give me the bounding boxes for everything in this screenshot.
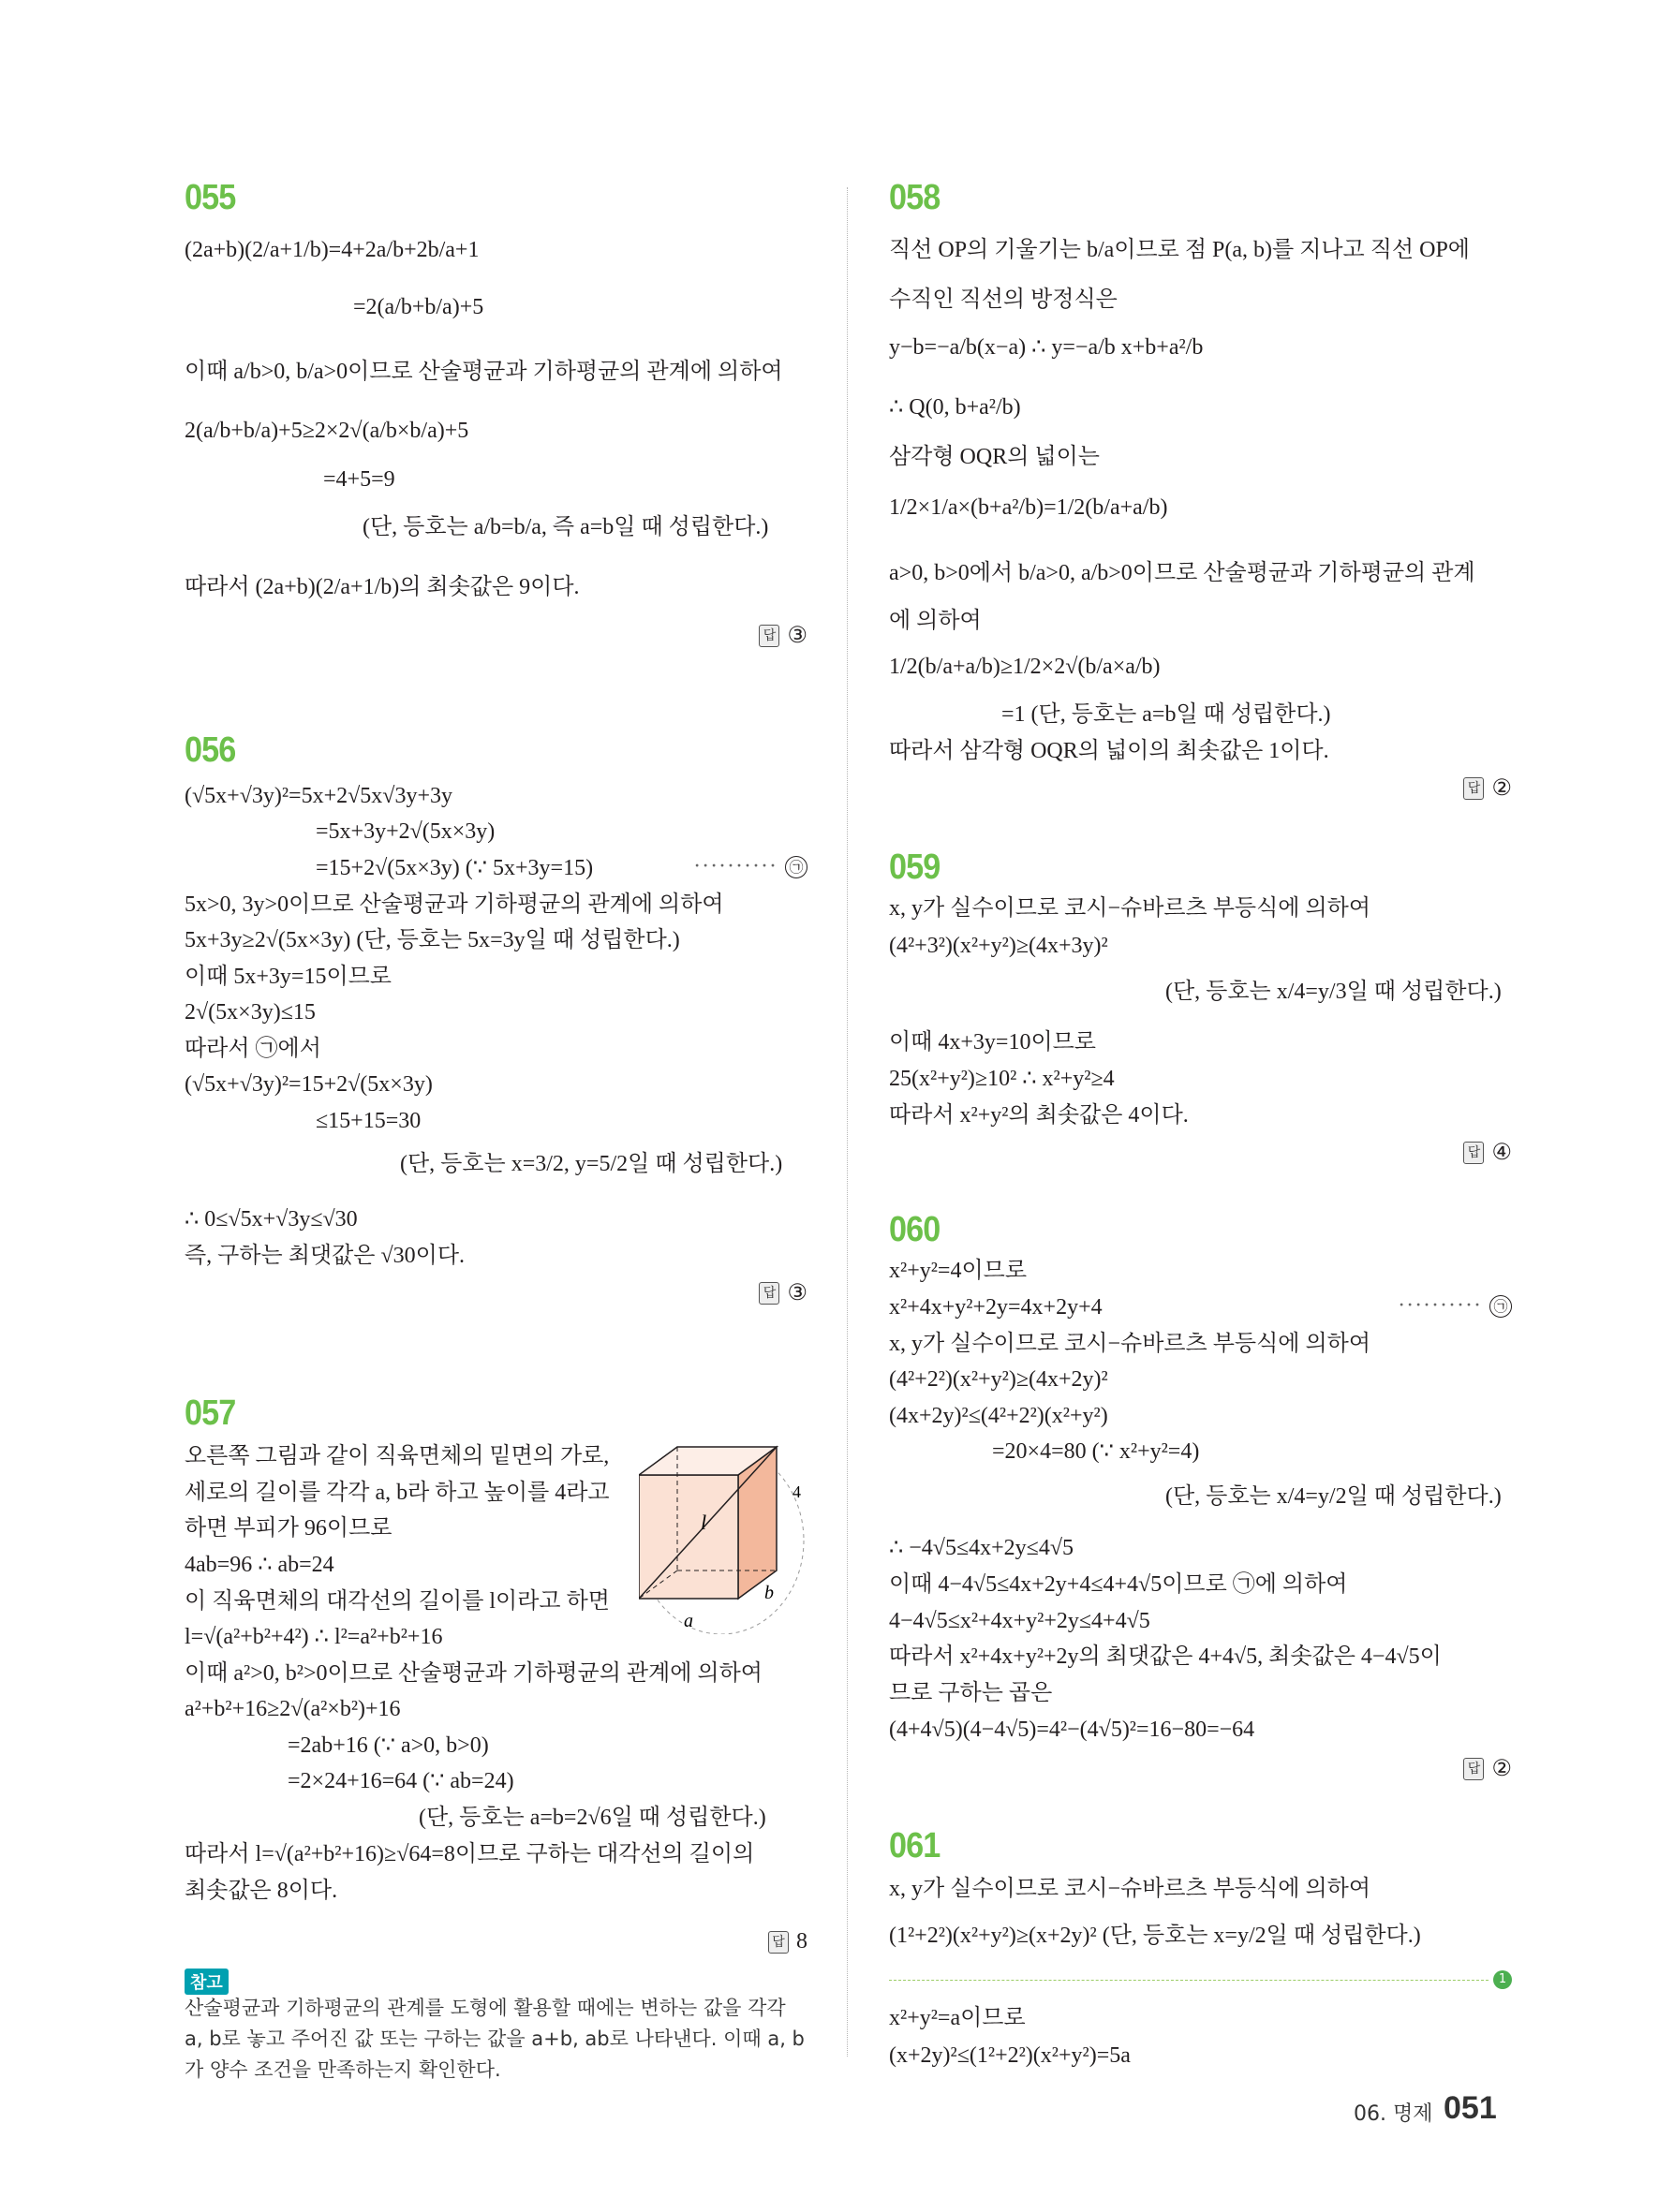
solution-line: ≤15+15=30 bbox=[316, 1109, 422, 1133]
solution-line: y−b=−a/b(x−a) ∴ y=−a/b x+b+a²/b bbox=[889, 335, 1204, 360]
answer-value: ③ bbox=[787, 1281, 807, 1305]
answer-value: ② bbox=[1491, 776, 1512, 801]
step-marker: 1 bbox=[1493, 1970, 1512, 1989]
answer-value: ④ bbox=[1491, 1141, 1512, 1165]
solution-line: =20×4=80 (∵ x²+y²=4) bbox=[992, 1439, 1200, 1464]
solution-line: =2×24+16=64 (∵ ab=24) bbox=[288, 1769, 514, 1793]
solution-line: 수직인 직선의 방정식은 bbox=[889, 288, 1118, 312]
answer-value: ② bbox=[1491, 1757, 1512, 1781]
solution-line: (2a+b)(2/a+1/b)=4+2a/b+2b/a+1 bbox=[185, 238, 480, 262]
answer-057 bbox=[768, 1929, 807, 1954]
solution-line: 따라서 (2a+b)(2/a+1/b)의 최솟값은 9이다. bbox=[185, 575, 580, 599]
problem-number-060: 060 bbox=[889, 1210, 941, 1249]
solution-line: 하면 부피가 96이므로 bbox=[185, 1516, 393, 1541]
solution-line: =15+2√(5x×3y) (∵ 5x+3y=15) bbox=[316, 856, 594, 880]
marker-056: ·········· ㉠ bbox=[693, 854, 807, 879]
answer-058 bbox=[1463, 774, 1512, 802]
solution-line: =4+5=9 bbox=[323, 467, 395, 492]
circled-marker: ㉠ bbox=[1489, 1295, 1512, 1318]
solution-line: (√5x+√3y)²=15+2√(5x×3y) bbox=[185, 1072, 433, 1097]
note-text: 산술평균과 기하평균의 관계를 도형에 활용할 때에는 변하는 값을 각각 a, b로 놓고 주어진 값 또는 구하는 값을 a+b, ab로 나타낸다. 이때 a, b가 양수 조건을 만족하는지 확인한다. bbox=[185, 1997, 805, 2081]
solution-line: 직선 OP의 기울기는 b/a이므로 점 P(a, b)를 지나고 직선 OP에 bbox=[889, 238, 1470, 262]
solution-line: ∴ Q(0, b+a²/b) bbox=[889, 395, 1021, 420]
solution-line: 따라서 ㉠에서 bbox=[185, 1037, 321, 1061]
problem-number-055: 055 bbox=[185, 178, 236, 217]
problem-number-061: 061 bbox=[889, 1826, 941, 1865]
answer-label: 답 bbox=[759, 1282, 779, 1305]
solution-line: (단, 등호는 a=b=2√6일 때 성립한다.) bbox=[419, 1806, 766, 1830]
note-label: 참고 bbox=[185, 1969, 229, 1995]
solution-line: x, y가 실수이므로 코시−슈바르츠 부등식에 의하여 bbox=[889, 1332, 1371, 1356]
answer-label: 답 bbox=[1463, 1758, 1484, 1780]
solution-line: 25(x²+y²)≥10² ∴ x²+y²≥4 bbox=[889, 1067, 1115, 1091]
answer-value: 8 bbox=[796, 1929, 807, 1954]
solution-line: 5x+3y≥2√(5x×3y) (단, 등호는 5x=3y일 때 성립한다.) bbox=[185, 928, 680, 952]
width-label: a bbox=[684, 1611, 693, 1631]
cuboid-front-face bbox=[639, 1475, 738, 1599]
problem-number-059: 059 bbox=[889, 848, 941, 887]
problem-number-058: 058 bbox=[889, 178, 941, 217]
solution-line: 삼각형 OQR의 넓이는 bbox=[889, 445, 1100, 469]
solution-line: 따라서 l=√(a²+b²+16)≥√64=8이므로 구하는 대각선의 길이의 bbox=[185, 1842, 755, 1866]
problem-number-057: 057 bbox=[185, 1394, 236, 1433]
solution-line: x, y가 실수이므로 코시−슈바르츠 부등식에 의하여 bbox=[889, 896, 1371, 921]
cuboid-figure bbox=[639, 1438, 807, 1634]
solution-line: a²+b²+16≥2√(a²×b²)+16 bbox=[185, 1697, 401, 1721]
answer-055 bbox=[759, 622, 807, 649]
answer-label: 답 bbox=[1463, 1142, 1484, 1164]
solution-line: (단, 등호는 x=3/2, y=5/2일 때 성립한다.) bbox=[400, 1152, 783, 1176]
solution-line: 즉, 구하는 최댓값은 √30이다. bbox=[185, 1244, 466, 1268]
solution-line: (단, 등호는 x/4=y/2일 때 성립한다.) bbox=[1165, 1484, 1502, 1509]
answer-056 bbox=[759, 1279, 807, 1306]
column-divider bbox=[847, 187, 848, 2057]
answer-label: 답 bbox=[1463, 777, 1484, 800]
diagonal-label: l bbox=[701, 1511, 707, 1534]
solution-line: (4x+2y)²≤(4²+2²)(x²+y²) bbox=[889, 1404, 1108, 1428]
solution-line: a>0, b>0에서 b/a>0, a/b>0이므로 산술평균과 기하평균의 관계 bbox=[889, 561, 1475, 585]
solution-line: (4²+2²)(x²+y²)≥(4x+2y)² bbox=[889, 1367, 1108, 1392]
solution-line: (4²+3²)(x²+y²)≥(4x+3y)² bbox=[889, 934, 1108, 958]
solution-line: 2(a/b+b/a)+5≥2×2√(a/b×b/a)+5 bbox=[185, 419, 469, 443]
solution-line: ∴ 0≤√5x+√3y≤√30 bbox=[185, 1207, 358, 1231]
circled-marker: ㉠ bbox=[785, 856, 807, 878]
solution-line: 2√(5x×3y)≤15 bbox=[185, 1000, 316, 1025]
solution-line: x²+4x+y²+2y=4x+2y+4 bbox=[889, 1295, 1103, 1320]
problem-number-056: 056 bbox=[185, 730, 236, 770]
solution-line: 세로의 길이를 각각 a, b라 하고 높이를 4라고 bbox=[185, 1481, 610, 1505]
solution-line: 따라서 삼각형 OQR의 넓이의 최솟값은 1이다. bbox=[889, 739, 1329, 763]
solution-line: 따라서 x²+y²의 최솟값은 4이다. bbox=[889, 1103, 1189, 1128]
solution-line: (4+4√5)(4−4√5)=4²−(4√5)²=16−80=−64 bbox=[889, 1718, 1255, 1742]
solution-line: 이때 a/b>0, b/a>0이므로 산술평균과 기하평균의 관계에 의하여 bbox=[185, 360, 783, 384]
solution-line: 이때 4−4√5≤4x+2y+4≤4+4√5이므로 ㉠에 의하여 bbox=[889, 1572, 1348, 1597]
solution-line: x²+y²=4이므로 bbox=[889, 1259, 1028, 1283]
chapter-label: 06. 명제 bbox=[1354, 2102, 1433, 2126]
solution-line: 최솟값은 8이다. bbox=[185, 1879, 338, 1903]
solution-line: 4ab=96 ∴ ab=24 bbox=[185, 1553, 334, 1577]
solution-line: =5x+3y+2√(5x×3y) bbox=[316, 819, 496, 844]
solution-line: (√5x+√3y)²=5x+2√5x√3y+3y bbox=[185, 784, 453, 808]
solution-line: 4−4√5≤x²+4x+y²+2y≤4+4√5 bbox=[889, 1609, 1150, 1633]
solution-line: 1/2×1/a×(b+a²/b)=1/2(b/a+a/b) bbox=[889, 495, 1168, 520]
solution-line: 이때 4x+3y=10이므로 bbox=[889, 1030, 1096, 1054]
solution-line: =2ab+16 (∵ a>0, b>0) bbox=[288, 1733, 489, 1758]
answer-label: 답 bbox=[759, 625, 779, 647]
solution-line: (1²+2²)(x²+y²)≥(x+2y)² (단, 등호는 x=y/2일 때 성립한다.) bbox=[889, 1924, 1421, 1948]
solution-line: ∴ −4√5≤4x+2y≤4√5 bbox=[889, 1536, 1074, 1560]
solution-line: (x+2y)²≤(1²+2²)(x²+y²)=5a bbox=[889, 2043, 1131, 2068]
marker-060: ·········· ㉠ bbox=[1398, 1293, 1512, 1319]
answer-value: ③ bbox=[787, 624, 807, 648]
solution-line: x, y가 실수이므로 코시−슈바르츠 부등식에 의하여 bbox=[889, 1877, 1371, 1901]
solution-line: 5x>0, 3y>0이므로 산술평균과 기하평균의 관계에 의하여 bbox=[185, 892, 724, 917]
solution-line: 이때 a²>0, b²>0이므로 산술평균과 기하평균의 관계에 의하여 bbox=[185, 1661, 763, 1686]
answer-label: 답 bbox=[768, 1931, 789, 1954]
answer-060 bbox=[1463, 1755, 1512, 1782]
solution-line: x²+y²=a이므로 bbox=[889, 2006, 1026, 2030]
solution-line: =2(a/b+b/a)+5 bbox=[353, 295, 484, 319]
answer-059 bbox=[1463, 1139, 1512, 1166]
solution-line: 이때 5x+3y=15이므로 bbox=[185, 965, 392, 989]
solution-line: 이 직육면체의 대각선의 길이를 l이라고 하면 bbox=[185, 1589, 610, 1614]
solution-line: 1/2(b/a+a/b)≥1/2×2√(b/a×a/b) bbox=[889, 655, 1161, 679]
solution-line: (단, 등호는 x/4=y/3일 때 성립한다.) bbox=[1165, 980, 1502, 1004]
height-label: 4 bbox=[792, 1482, 801, 1501]
solution-line: =1 (단, 등호는 a=b일 때 성립한다.) bbox=[1001, 702, 1331, 727]
page-number: 051 bbox=[1444, 2090, 1497, 2126]
solution-line: 따라서 x²+4x+y²+2y의 최댓값은 4+4√5, 최솟값은 4−4√5이 bbox=[889, 1644, 1442, 1669]
solution-line: 므로 구하는 곱은 bbox=[889, 1681, 1053, 1705]
step-separator bbox=[889, 1980, 1489, 1981]
solution-line: l=√(a²+b²+4²) ∴ l²=a²+b²+16 bbox=[185, 1625, 443, 1649]
solution-line: (단, 등호는 a/b=b/a, 즉 a=b일 때 성립한다.) bbox=[363, 515, 769, 539]
depth-label: b bbox=[764, 1583, 774, 1603]
solution-line: 오른쪽 그림과 같이 직육면체의 밑면의 가로, bbox=[185, 1444, 610, 1468]
solution-line: 에 의하여 bbox=[889, 609, 982, 633]
